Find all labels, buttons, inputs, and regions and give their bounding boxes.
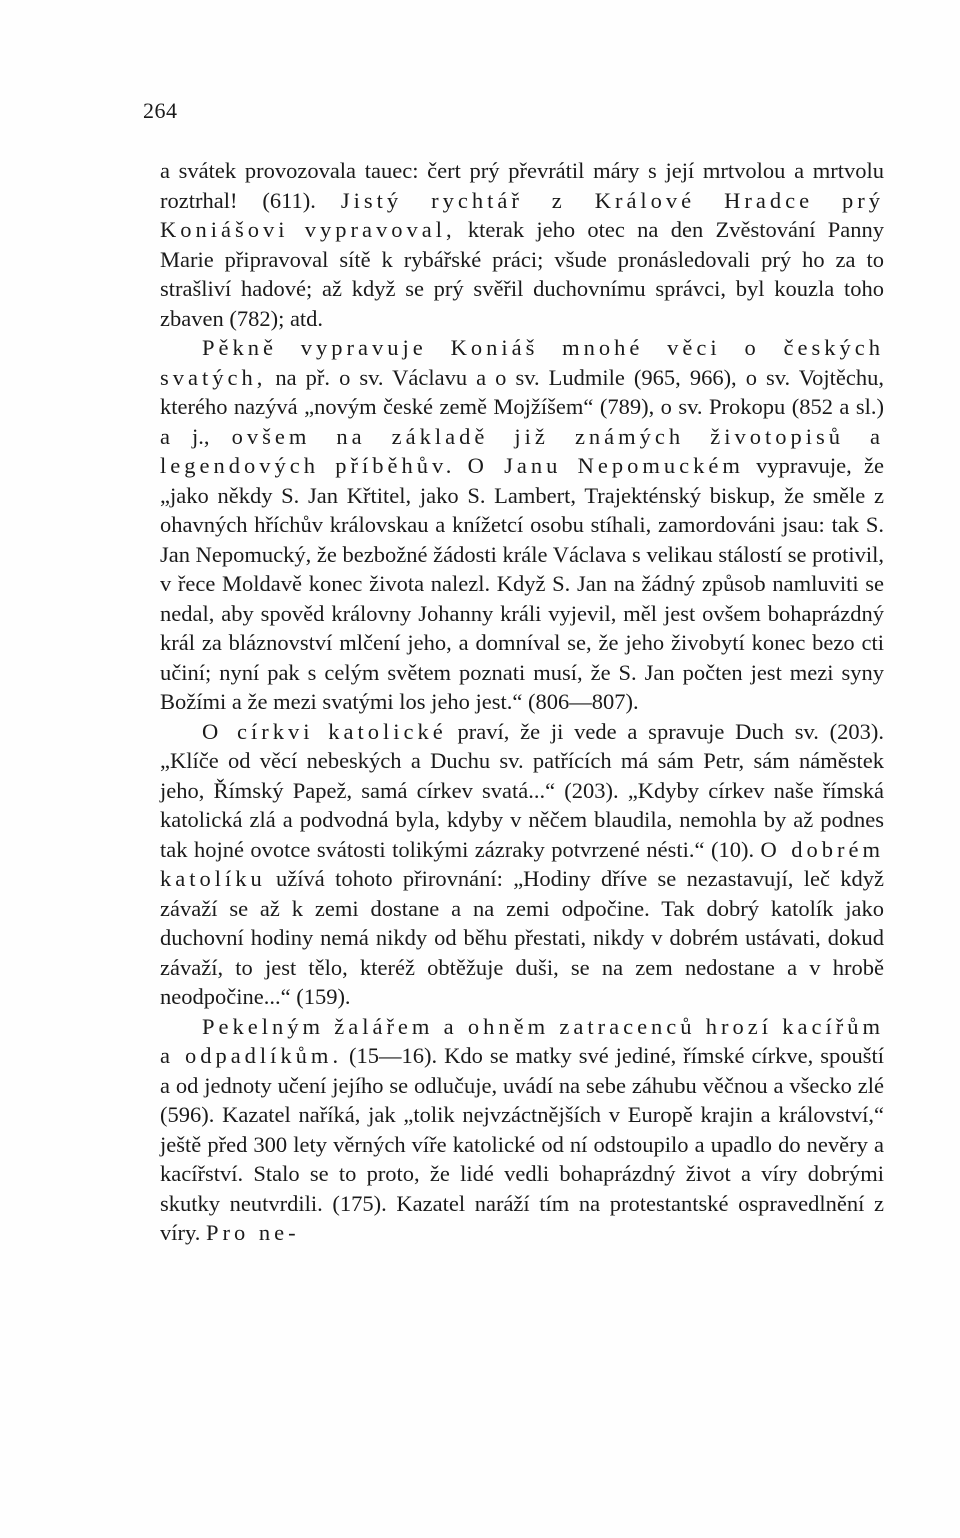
spaced-emphasis-text: Pěkně vypravuje Koniáš mnohé věci o českých svatých, <box>160 335 884 390</box>
page-number: 264 <box>143 98 178 123</box>
paragraph <box>160 717 884 1012</box>
spaced-emphasis-text: O dobrém katolíku <box>160 836 884 891</box>
spaced-emphasis-text: Pekelným žalářem a ohněm zatracenců hrozí kacířům a odpadlíkům. <box>160 1013 884 1068</box>
paragraph-text: kterak jeho otec na den Zvěstování Panny Marie připravoval sítě k rybářské práci; všude pronásledovali prý ho za to strašliví hadové; až když se prý svěřil duchovnímu správci, byl kouzla toho zbaven (782); atd. <box>160 217 884 331</box>
spaced-emphasis-text: ovšem na základě již známých životopisů a legendových příběhův. <box>160 423 884 478</box>
paragraph <box>160 1012 884 1248</box>
paragraph-text: na př. o sv. Václavu a o sv. Ludmile (965, 966), o sv. Vojtěchu, kterého nazývá „novým české země Mojžíšem“ (789), o sv. Prokopu (852 a sl.) a j., <box>160 364 884 449</box>
paragraph-text: praví, že ji vede a spravuje Duch sv. (203). „Klíče od věcí nebeských a Duchu sv. patřících má sám Petr, sám náměstek jeho, Římský Papež, samá církev svatá...“ (203). „Kdyby církev naše římská katolická zlá a podvodná byla, kdyby v něčem blaudila, nemohla by až podnes tak hojné ovotce svátosti tolikými zázraky potvrzené nésti.“ (10). <box>160 718 884 862</box>
paragraph-text: vypravuje, že „jako někdy S. Jan Křtitel, jako S. Lambert, Trajekténský biskup, že směle z ohavných hříchův královskau a knížetcí osobu stíhali, zamordováni jsau: tak S. Jan Nepomucký, že bezbožné žádosti krále Václava s velikau stálostí se protivil, v řece Moldavě konec života nalezl. Když S. Jan na žádný způsob namluviti se nedal, aby spověd královny Johanny králi vyjevil, měl jest ovšem bohaprázdný král za bláznovství mlčení jeho, a domníval se, že jeho živobytí konec bezo cti učiní; nyní pak s celým světem poznati musí, že S. Jan počten jest mezi syny Božími a že mezi svatými los jeho jest.“ (806—807). <box>160 453 885 714</box>
paragraph <box>160 333 884 717</box>
paragraph <box>160 156 884 333</box>
spaced-emphasis-text: Pro ne- <box>206 1220 300 1245</box>
paragraph-text: a svátek provozovala tauec: čert prý převrátil máry s její mrtvolou a mrtvolu roztrhal! (611). <box>160 158 884 213</box>
body-text <box>160 156 884 1248</box>
spaced-emphasis-text: O Janu Nepomuckém <box>467 453 744 478</box>
paragraph-text: užívá tohoto přirovnání: „Hodiny dříve se nezastavují, leč když závaží se až k zemi dostane a na zemi odpočine. Tak dobrý katolík jako duchovní hodiny nemá nikdy od běhu přestati, nikdy v dobrém ustávati, dokud závaží, to jest tělo, kteréž obtěžuje duši, se na zem nedostane a v hrobě neodpočine...“ (159). <box>160 866 884 1009</box>
spaced-emphasis-text: Jistý rychtář z Králové Hradce prý Koniášovi vypravoval, <box>160 187 885 242</box>
paragraph-text <box>455 453 467 478</box>
spaced-emphasis-text: O církvi katolické <box>202 718 447 744</box>
paragraph-text: (15—16). Kdo se matky své jediné, římské církve, spouští a od jednoty učení jejího se odlučuje, uvádí na sebe záhubu věčnou a všecko zlé (596). Kazatel naříká, jak „tolik nejvzáctnějších v Europě krajin a království,“ ještě před 300 lety věrných víře katolické od ní odstoupilo a upadlo do nevěry a kacířství. Stalo se to proto, že lidé vedli bohaprázdný život a víry dobrými skutky neutvrdili. (175). Kazatel naráží tím na protestantské ospravedlnění z víry. <box>160 1043 885 1245</box>
